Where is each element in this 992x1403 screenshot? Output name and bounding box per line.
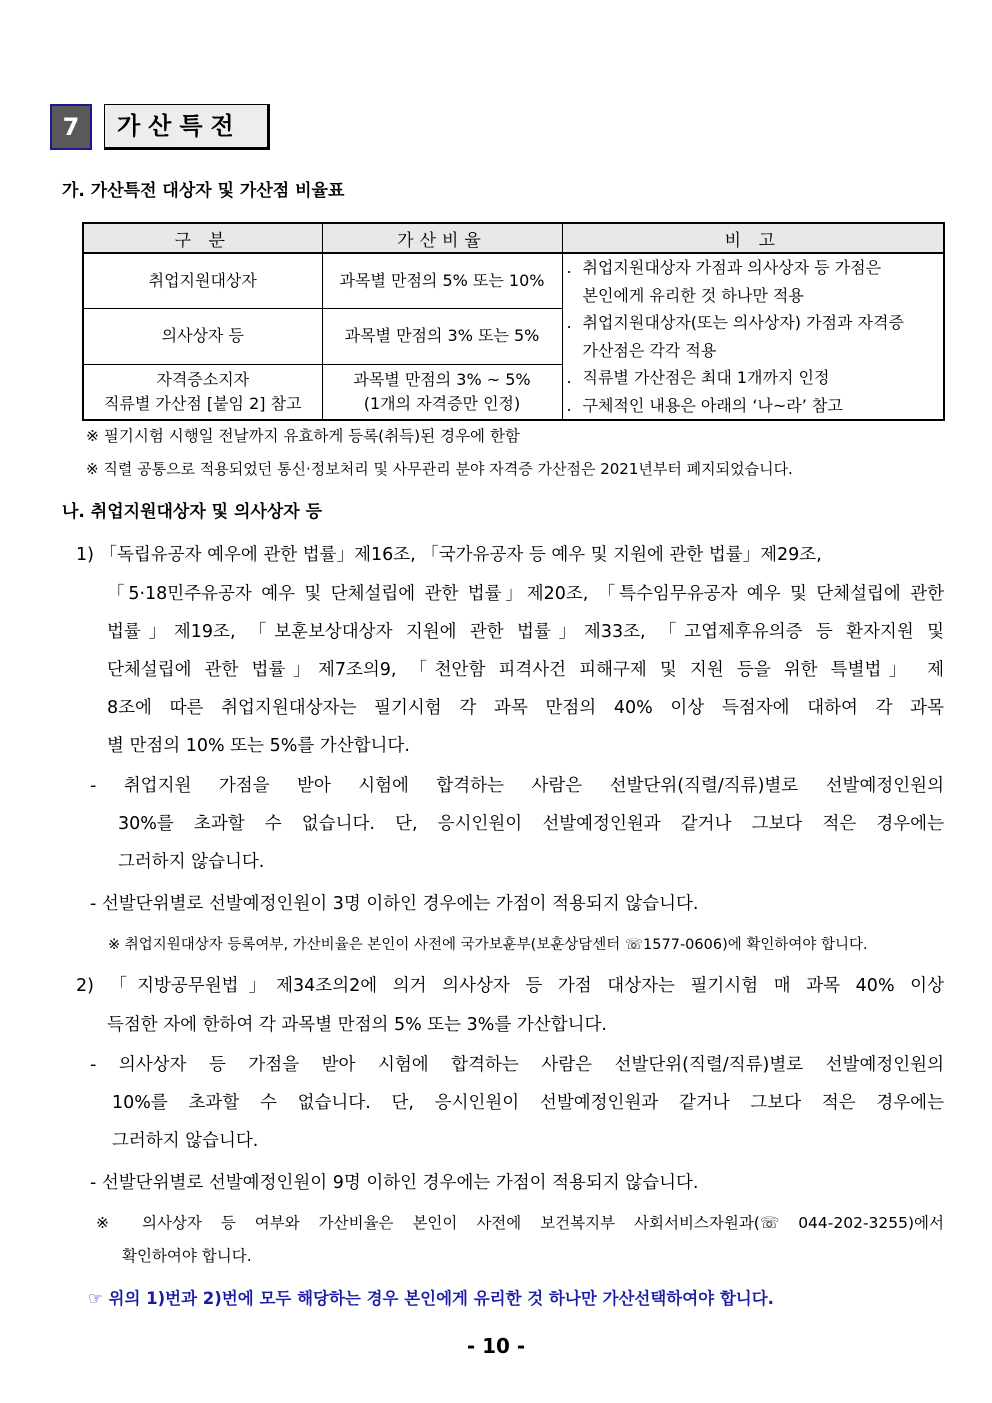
remark-line: . 구체적인 내용은 아래의 ‘나~라’ 참고	[566, 395, 843, 415]
item1-line: 법률」제19조, 「보훈보상대상자 지원에 관한 법률」제33조, 「고엽제후유의증 등 환자지원 및	[107, 622, 944, 642]
table-note: ※ 필기시험 시행일 전날까지 유효하게 등록(취득)된 경우에 한함	[86, 427, 520, 445]
item1-note: ※ 취업지원대상자 등록여부, 가산비율은 본인이 사전에 국가보훈부(보훈상담센터 ☏1577-0606)에 확인하여야 합니다.	[108, 937, 868, 953]
row-category: 취업지원대상자	[83, 253, 322, 309]
section-number: 7	[50, 104, 92, 150]
row-category: 자격증소지자 직류별 가산점 [붙임 2] 참고	[83, 364, 322, 420]
row-rate: 과목별 만점의 5% 또는 10%	[322, 253, 562, 309]
remark-line: . 취업지원대상자 가점과 의사상자 등 가점은	[566, 258, 882, 277]
item2-note: 확인하여야 합니다.	[122, 1247, 252, 1265]
item2-line: 득점한 자에 한하여 각 과목별 만점의 5% 또는 3%를 가산합니다.	[107, 1015, 607, 1035]
header-remarks: 비 고	[562, 223, 944, 253]
remark-line: 본인에게 유리한 것 하나만 적용	[582, 285, 804, 305]
item1-dash-line: 그러하지 않습니다.	[118, 852, 265, 872]
item1-dash-line: - 취업지원 가점을 받아 시험에 합격하는 사람은 선발단위(직렬/직류)별로 선발예정인원의	[90, 776, 944, 796]
remark-line: . 취업지원대상자(또는 의사상자) 가점과 자격증	[566, 313, 904, 332]
item1-line: 8조에 따른 취업지원대상자는 필기시험 각 과목 만점의 40% 이상 득점자에 대하여 각 과목	[107, 698, 944, 718]
item2-dash-line: 10%를 초과할 수 없습니다. 단, 응시인원이 선발예정인원과 같거나 그보다 적은 경우에는	[112, 1093, 944, 1113]
item1-dash-line: - 선발단위별로 선발예정인원이 3명 이하인 경우에는 가점이 적용되지 않습니다.	[90, 894, 699, 914]
remark-line: 가산점은 각각 적용	[582, 340, 717, 360]
subsection-a-title: 가. 가산특전 대상자 및 가산점 비율표	[62, 181, 345, 201]
header-category: 구 분	[83, 223, 322, 253]
item1-line: 단체설립에 관한 법률」제7조의9, 「천안함 피격사건 피해구제 및 지원 등을 위한 특별법」 제	[107, 660, 944, 680]
table-row	[83, 253, 944, 309]
final-note: ☞ 위의 1)번과 2)번에 모두 해당하는 경우 본인에게 유리한 것 하나만 가산선택하여야 합니다.	[88, 1289, 774, 1308]
bonus-rate-table	[82, 222, 945, 421]
section-title: 가산특전	[104, 104, 270, 150]
item2-note: ※ 의사상자 등 여부와 가산비율은 본인이 사전에 보건복지부 사회서비스자원과(☏ 044-202-3255)에서	[96, 1214, 944, 1232]
item1-dash-line: 30%를 초과할 수 없습니다. 단, 응시인원이 선발예정인원과 같거나 그보다 적은 경우에는	[118, 814, 944, 834]
page-number: - 10 -	[466, 1334, 526, 1358]
item2-dash-line: - 선발단위별로 선발예정인원이 9명 이하인 경우에는 가점이 적용되지 않습니다.	[90, 1173, 699, 1193]
item1-line: 1) 「독립유공자 예우에 관한 법률」제16조, 「국가유공자 등 예우 및 지원에 관한 법률」제29조,	[76, 545, 822, 565]
remarks-cell	[562, 253, 944, 420]
table-note: ※ 직렬 공통으로 적용되었던 통신·정보처리 및 사무관리 분야 자격증 가산점은 2021년부터 폐지되었습니다.	[86, 460, 793, 478]
item2-line: 2) 「지방공무원법」제34조의2에 의거 의사상자 등 가점 대상자는 필기시험 매 과목 40% 이상	[76, 976, 944, 996]
row-category: 의사상자 등	[83, 309, 322, 365]
item1-line: 「5·18민주유공자 예우 및 단체설립에 관한 법률」제20조, 「특수임무유공자 예우 및 단체설립에 관한	[107, 584, 944, 604]
item2-dash-line: 그러하지 않습니다.	[112, 1131, 259, 1151]
subsection-b-title: 나. 취업지원대상자 및 의사상자 등	[62, 502, 323, 522]
remark-line: . 직류별 가산점은 최대 1개까지 인정	[566, 368, 830, 387]
table-header-row	[83, 223, 944, 253]
row-rate: 과목별 만점의 3% ~ 5% (1개의 자격증만 인정)	[322, 364, 562, 420]
item2-dash-line: - 의사상자 등 가점을 받아 시험에 합격하는 사람은 선발단위(직렬/직류)별로 선발예정인원의	[90, 1055, 944, 1075]
item1-line: 별 만점의 10% 또는 5%를 가산합니다.	[107, 736, 410, 756]
row-rate: 과목별 만점의 3% 또는 5%	[322, 309, 562, 365]
header-rate: 가산비율	[322, 223, 562, 253]
